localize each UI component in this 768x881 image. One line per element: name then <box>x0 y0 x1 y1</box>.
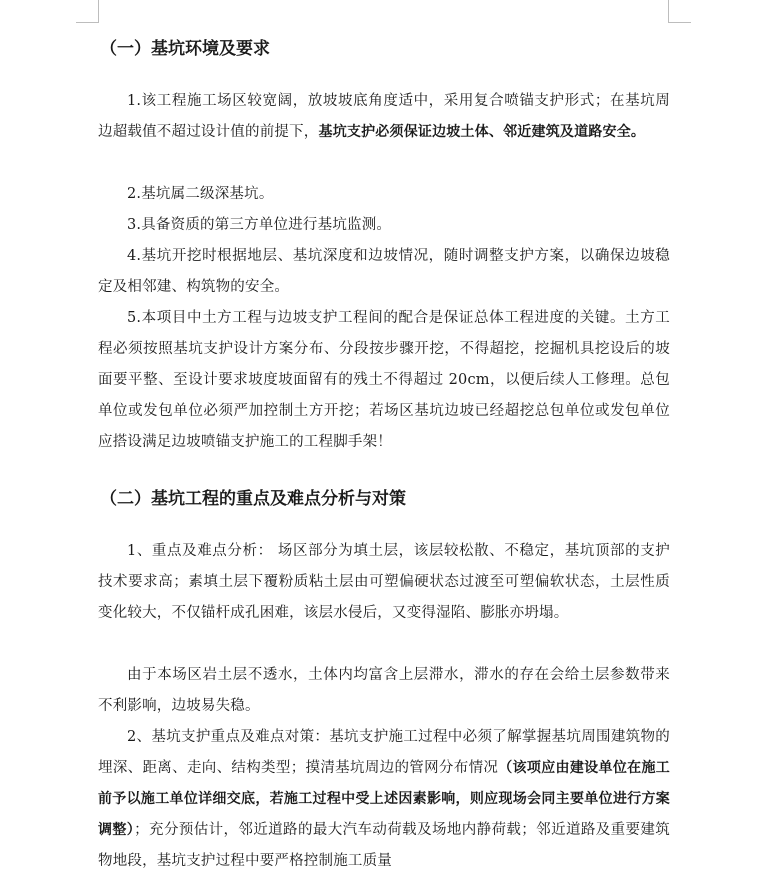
section-heading-2: （二）基坑工程的重点及难点分析与对策 <box>100 489 406 509</box>
paragraph-2-3 <box>98 722 670 877</box>
page-corner-mark-left <box>76 0 99 23</box>
paragraph-1-1 <box>98 86 670 148</box>
paragraph-1-1-text: 1.该工程施工场区较宽阔，放坡坡底角度适中，采用复合喷锚支护形式；在基坑周边超载值不超过设计值的前提下， <box>98 93 670 140</box>
paragraph-2-2: 由于本场区岩土层不透水，土体内均富含上层滞水，滞水的存在会给土层参数带来不利影响，边坡易失稳。 <box>98 667 670 714</box>
paragraph-2-3-text: 2、基坑支护重点及难点对策：基坑支护施工过程中必须了解掌握基坑周围建筑物的埋深、距离、走向、结构类型；摸清基坑周边的管网分布情况 <box>98 729 670 776</box>
paragraph-1-2: 2.基坑属二级深基坑。 <box>127 186 274 202</box>
section-heading-1: （一）基坑环境及要求 <box>100 39 270 59</box>
paragraph-1-1-bold: 基坑支护必须保证边坡土体、邻近建筑及道路安全。 <box>318 124 646 140</box>
paragraph-1-4: 4.基坑开挖时根据地层、基坑深度和边坡情况，随时调整支护方案，以确保边坡稳定及相邻建、构筑物的安全。 <box>98 248 670 295</box>
paragraph-2-3-text-b: ；充分预估计，邻近道路的最大汽车动荷载及场地内静荷载；邻近道路及重要建筑物地段，基坑支护过程中要严格控制施工质量 <box>98 822 670 869</box>
paragraph-1-3: 3.具备资质的第三方单位进行基坑监测。 <box>127 217 392 233</box>
paragraph-2-1: 1、重点及难点分析： 场区部分为填土层，该层较松散、不稳定，基坑顶部的支护技术要求高；素填土层下覆粉质粘土层由可塑偏硬状态过渡至可塑偏软状态，土层性质变化较大，不仅锚杆成孔困难，该层水侵后，又变得湿陷、膨胀亦坍塌。 <box>98 543 670 621</box>
page-corner-mark-right <box>668 0 691 23</box>
paragraph-2-3-bold: （该项应由建设单位在施工前予以施工单位详细交底，若施工过程中受上述因素影响，则应现场会同主要单位进行方案调整） <box>98 760 670 838</box>
paragraph-1-5: 5.本项目中土方工程与边坡支护工程间的配合是保证总体工程进度的关键。土方工程必须按照基坑支护设计方案分布、分段按步骤开挖，不得超挖，挖掘机具挖设后的坡面要平整、至设计要求坡度坡面留有的残土不得超过 20cm，以便后续人工修理。总包单位或发包单位必须严加控制土方开挖；若场区基坑边坡已经超挖总包单位或发包单位应搭设满足边坡喷锚支护施工的工程脚手架！ <box>98 310 670 450</box>
